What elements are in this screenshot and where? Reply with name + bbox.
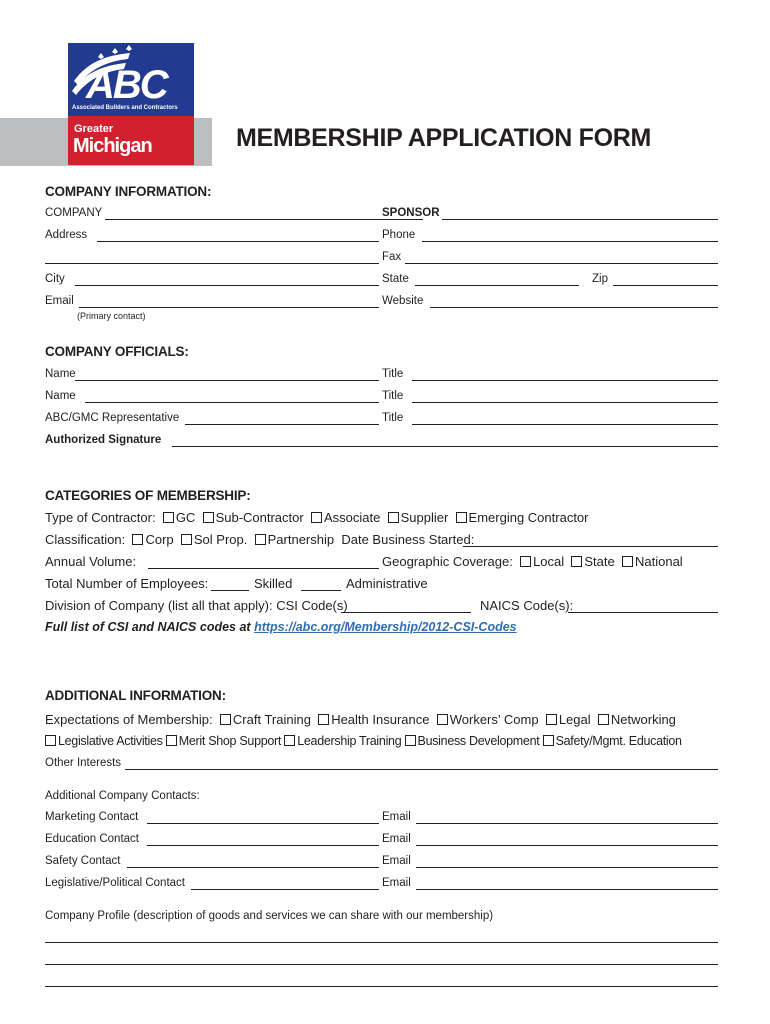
- checkbox[interactable]: [311, 512, 322, 523]
- full-list-row: [45, 620, 517, 634]
- csi-codes-link[interactable]: https://abc.org/Membership/2012-CSI-Codes: [254, 620, 517, 634]
- checkbox[interactable]: [166, 735, 177, 746]
- option-supplier[interactable]: Supplier: [384, 510, 448, 525]
- company-profile-line-2[interactable]: [45, 964, 718, 965]
- other-interests-row: [45, 757, 720, 773]
- option-leadership-training[interactable]: Leadership Training: [284, 734, 401, 748]
- representative-row: [45, 412, 720, 428]
- address-field[interactable]: [97, 241, 379, 242]
- safety-contact-field[interactable]: [127, 867, 379, 868]
- option-workers-comp[interactable]: Workers’ Comp: [433, 712, 538, 727]
- skilled-label: Skilled: [254, 576, 293, 591]
- sponsor-field[interactable]: [442, 219, 718, 220]
- address-label: Address: [45, 229, 88, 241]
- address-line-2-field[interactable]: [45, 263, 379, 264]
- company-field[interactable]: [105, 219, 423, 220]
- city-label: City: [45, 273, 65, 285]
- checkbox[interactable]: [546, 714, 557, 725]
- employees-row: [45, 576, 720, 594]
- skilled-field[interactable]: [211, 590, 249, 591]
- classification-row: [45, 532, 720, 550]
- option-sol-prop[interactable]: Sol Prop.: [177, 532, 247, 547]
- representative-title-field[interactable]: [412, 424, 718, 425]
- checkbox[interactable]: [220, 714, 231, 725]
- naics-code-field[interactable]: [568, 612, 718, 613]
- option-sub-contractor[interactable]: Sub-Contractor: [199, 510, 304, 525]
- marketing-contact-field[interactable]: [147, 823, 379, 824]
- city-row: [45, 273, 720, 289]
- company-row: [45, 207, 720, 223]
- signature-label: Authorized Signature: [45, 434, 162, 446]
- checkbox[interactable]: [520, 556, 531, 567]
- checkbox[interactable]: [318, 714, 329, 725]
- option-health-insurance[interactable]: Health Insurance: [315, 712, 430, 727]
- official-row-2: [45, 390, 720, 406]
- company-profile-line-3[interactable]: [45, 986, 718, 987]
- geographic-coverage-label: Geographic Coverage:: [382, 554, 513, 569]
- checkbox[interactable]: [571, 556, 582, 567]
- sponsor-label: SPONSOR: [382, 207, 440, 219]
- section-company-information: COMPANY INFORMATION:: [45, 184, 212, 199]
- option-national[interactable]: National: [618, 554, 682, 569]
- city-field[interactable]: [75, 285, 379, 286]
- checkbox[interactable]: [622, 556, 633, 567]
- logo-org-text: Associated Builders and Contractors: [72, 105, 178, 111]
- website-label: Website: [382, 295, 424, 307]
- abc-logo: [68, 43, 194, 165]
- division-label: Division of Company (list all that apply): CSI Code(s): [45, 598, 348, 613]
- checkbox[interactable]: [132, 534, 143, 545]
- checkbox[interactable]: [388, 512, 399, 523]
- phone-label: Phone: [382, 229, 416, 241]
- fax-field[interactable]: [405, 263, 718, 264]
- option-emerging-contractor[interactable]: Emerging Contractor: [452, 510, 589, 525]
- marketing-email-field[interactable]: [416, 823, 718, 824]
- marketing-contact-label: Marketing Contact: [45, 811, 139, 823]
- safety-contact-label: Safety Contact: [45, 855, 121, 867]
- email-label: Email: [45, 295, 74, 307]
- option-state[interactable]: State: [568, 554, 615, 569]
- csi-code-field[interactable]: [341, 612, 471, 613]
- official-row-1: [45, 368, 720, 384]
- other-interests-field[interactable]: [125, 769, 718, 770]
- email-label: Email: [382, 855, 411, 867]
- email-field[interactable]: [79, 307, 379, 308]
- contacts-heading: Additional Company Contacts:: [45, 790, 200, 802]
- option-associate[interactable]: Associate: [307, 510, 380, 525]
- company-profile-label: Company Profile (description of goods and services we can share with our membership): [45, 910, 494, 922]
- checkbox[interactable]: [45, 735, 56, 746]
- expectations-label: Expectations of Membership:: [45, 712, 213, 727]
- option-craft-training[interactable]: Craft Training: [216, 712, 311, 727]
- checkbox[interactable]: [405, 735, 416, 746]
- contractor-type-row: [45, 510, 589, 525]
- checkbox[interactable]: [284, 735, 295, 746]
- safety-email-field[interactable]: [416, 867, 718, 868]
- option-corp[interactable]: Corp: [129, 532, 174, 547]
- representative-label: ABC/GMC Representative: [45, 412, 180, 424]
- expectations-row: [45, 712, 676, 727]
- annual-volume-label: Annual Volume:: [45, 554, 137, 569]
- official-title-field-1[interactable]: [412, 380, 718, 381]
- company-profile-line-1[interactable]: [45, 942, 718, 943]
- logo-greater-text: Greater: [74, 123, 114, 135]
- legislative-contact-field[interactable]: [191, 889, 379, 890]
- education-contact-row: [45, 833, 720, 849]
- email-label: Email: [382, 811, 411, 823]
- date-started-label: Date Business Started:: [337, 532, 475, 547]
- email-label: Email: [382, 833, 411, 845]
- official-title-label: Title: [382, 390, 404, 402]
- logo-michigan-text: Michigan: [73, 135, 152, 157]
- checkbox[interactable]: [203, 512, 214, 523]
- state-label: State: [382, 273, 409, 285]
- logo-abc-text: ABC: [86, 63, 167, 107]
- official-name-label: Name: [45, 368, 76, 380]
- education-contact-field[interactable]: [147, 845, 379, 846]
- checkbox[interactable]: [255, 534, 266, 545]
- email-label: Email: [382, 877, 411, 889]
- marketing-contact-row: [45, 811, 720, 827]
- legislative-contact-row: [45, 877, 720, 893]
- annual-volume-row: [45, 554, 720, 572]
- date-started-field[interactable]: [463, 546, 718, 547]
- address-row: [45, 229, 720, 245]
- section-additional-information: ADDITIONAL INFORMATION:: [45, 688, 226, 703]
- safety-contact-row: [45, 855, 720, 871]
- company-label: COMPANY: [45, 207, 103, 219]
- option-legislative-activities[interactable]: Legislative Activities: [45, 734, 163, 748]
- official-name-field-2[interactable]: [85, 402, 379, 403]
- email-row: [45, 295, 720, 311]
- annual-volume-field[interactable]: [148, 568, 379, 569]
- fax-row: [45, 251, 720, 267]
- website-field[interactable]: [430, 307, 718, 308]
- option-partnership[interactable]: Partnership: [251, 532, 334, 547]
- official-name-field-1[interactable]: [75, 380, 379, 381]
- other-interests-label: Other Interests: [45, 757, 122, 769]
- phone-field[interactable]: [422, 241, 718, 242]
- education-contact-label: Education Contact: [45, 833, 139, 845]
- checkbox[interactable]: [163, 512, 174, 523]
- section-categories: CATEGORIES OF MEMBERSHIP:: [45, 488, 251, 503]
- state-field[interactable]: [415, 285, 579, 286]
- option-local[interactable]: Local: [516, 554, 564, 569]
- full-list-text: Full list of CSI and NAICS codes at: [45, 620, 251, 634]
- expectations-row-2: [45, 734, 682, 748]
- classification-label: Classification:: [45, 532, 126, 547]
- checkbox[interactable]: [543, 735, 554, 746]
- option-networking[interactable]: Networking: [594, 712, 676, 727]
- official-name-label: Name: [45, 390, 76, 402]
- contractor-type-label: Type of Contractor:: [45, 510, 156, 525]
- signature-row: [45, 434, 720, 450]
- checkbox[interactable]: [598, 714, 609, 725]
- legislative-email-field[interactable]: [416, 889, 718, 890]
- checkbox[interactable]: [437, 714, 448, 725]
- employees-label: Total Number of Employees:: [45, 576, 209, 591]
- checkbox[interactable]: [456, 512, 467, 523]
- signature-field[interactable]: [172, 446, 718, 447]
- option-gc[interactable]: GC: [159, 510, 195, 525]
- primary-contact-note: (Primary contact): [77, 311, 146, 321]
- zip-field[interactable]: [613, 285, 718, 286]
- official-title-label: Title: [382, 412, 404, 424]
- legislative-contact-label: Legislative/Political Contact: [45, 877, 185, 889]
- page-title: MEMBERSHIP APPLICATION FORM: [236, 124, 652, 152]
- naics-label: NAICS Code(s):: [480, 598, 574, 613]
- option-safety-mgmt-education[interactable]: Safety/Mgmt. Education: [543, 734, 682, 748]
- administrative-label: Administrative: [346, 576, 428, 591]
- official-title-field-2[interactable]: [412, 402, 718, 403]
- option-legal[interactable]: Legal: [542, 712, 590, 727]
- official-title-label: Title: [382, 368, 404, 380]
- fax-label: Fax: [382, 251, 402, 263]
- section-company-officials: COMPANY OFFICIALS:: [45, 344, 189, 359]
- option-merit-shop-support[interactable]: Merit Shop Support: [166, 734, 281, 748]
- zip-label: Zip: [592, 273, 608, 285]
- option-business-development[interactable]: Business Development: [405, 734, 540, 748]
- administrative-field[interactable]: [301, 590, 341, 591]
- education-email-field[interactable]: [416, 845, 718, 846]
- geographic-coverage-group: [382, 554, 683, 569]
- division-row: [45, 598, 720, 616]
- representative-field[interactable]: [185, 424, 379, 425]
- checkbox[interactable]: [181, 534, 192, 545]
